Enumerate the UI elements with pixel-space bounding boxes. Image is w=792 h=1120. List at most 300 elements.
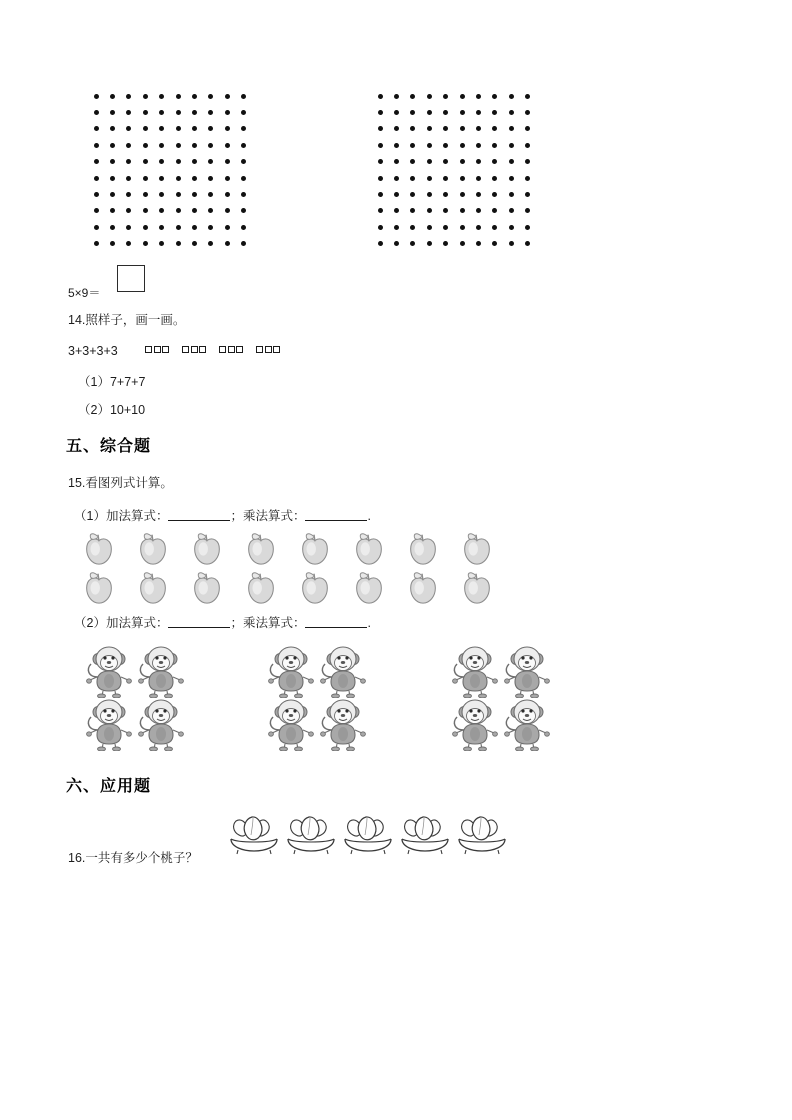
monkey-icon	[136, 698, 186, 751]
apple-item	[404, 529, 458, 572]
grid-dot	[176, 126, 181, 131]
grid-dot	[476, 192, 481, 197]
grid-dot	[176, 241, 181, 246]
grid-dot	[443, 208, 448, 213]
grid-dot	[394, 110, 399, 115]
grid-dot	[208, 126, 213, 131]
grid-dot	[159, 192, 164, 197]
grid-dot	[394, 176, 399, 181]
grid-dot	[443, 126, 448, 131]
grid-dot	[176, 159, 181, 164]
apple-item	[458, 568, 512, 611]
peach-plate-item	[340, 809, 396, 860]
grid-dot	[159, 110, 164, 115]
grid-dot	[509, 143, 514, 148]
grid-dot	[110, 176, 115, 181]
peach-plate-item	[226, 809, 282, 860]
grid-dot	[241, 176, 246, 181]
small-square-icon	[182, 346, 189, 353]
grid-dot	[394, 208, 399, 213]
small-square-icon	[256, 346, 263, 353]
grid-dot	[427, 94, 432, 99]
grid-dot	[509, 208, 514, 213]
grid-dot	[225, 192, 230, 197]
grid-dot	[410, 94, 415, 99]
question-15-sub2-line	[74, 616, 371, 632]
apple-icon	[242, 529, 280, 567]
square-group	[219, 346, 243, 353]
grid-dot	[225, 208, 230, 213]
grid-dot	[427, 126, 432, 131]
grid-dot	[192, 208, 197, 213]
apple-item	[242, 568, 296, 611]
grid-dot	[476, 225, 481, 230]
grid-dot	[126, 110, 131, 115]
grid-dot	[110, 94, 115, 99]
apple-item	[404, 568, 458, 611]
grid-dot	[427, 192, 432, 197]
grid-dot	[460, 159, 465, 164]
monkey-item	[450, 698, 502, 751]
small-square-icon	[228, 346, 235, 353]
grid-dot	[443, 241, 448, 246]
grid-dot	[476, 208, 481, 213]
monkey-icon	[318, 645, 368, 698]
grid-dot	[126, 159, 131, 164]
small-square-icon	[145, 346, 152, 353]
small-square-icon	[199, 346, 206, 353]
grid-dot	[443, 225, 448, 230]
grid-dot	[460, 94, 465, 99]
sub2-multiplication-blank[interactable]	[305, 616, 367, 628]
grid-dot	[241, 110, 246, 115]
grid-dot	[443, 192, 448, 197]
grid-dot	[192, 94, 197, 99]
grid-dot	[225, 143, 230, 148]
grid-dot	[126, 192, 131, 197]
grid-dot	[241, 159, 246, 164]
grid-dot	[509, 176, 514, 181]
grid-dot	[208, 241, 213, 246]
apple-icon	[350, 529, 388, 567]
grid-dot	[192, 225, 197, 230]
monkey-icon	[266, 645, 316, 698]
apple-item	[350, 529, 404, 572]
small-square-icon	[265, 346, 272, 353]
answer-box-5x9[interactable]	[117, 265, 145, 292]
grid-dot	[492, 176, 497, 181]
grid-dot	[378, 159, 383, 164]
monkey-item	[84, 645, 136, 698]
apple-item	[458, 529, 512, 572]
grid-dot	[427, 143, 432, 148]
peach-plate-icon	[340, 809, 396, 855]
grid-dot	[94, 94, 99, 99]
sub1-middle-label: ；乘法算式：	[230, 509, 306, 523]
grid-dot	[143, 225, 148, 230]
grid-dot	[176, 143, 181, 148]
grid-dot	[192, 159, 197, 164]
grid-dot	[192, 110, 197, 115]
grid-dot	[525, 159, 530, 164]
peach-plate-icon	[226, 809, 282, 855]
grid-dot	[143, 192, 148, 197]
grid-dot	[476, 94, 481, 99]
grid-dot	[225, 126, 230, 131]
grid-dot	[208, 110, 213, 115]
grid-dot	[394, 159, 399, 164]
grid-dot	[126, 208, 131, 213]
grid-dot	[460, 192, 465, 197]
grid-dot	[394, 241, 399, 246]
monkey-item	[502, 645, 554, 698]
grid-dot	[525, 192, 530, 197]
grid-dot	[225, 176, 230, 181]
grid-dot	[110, 159, 115, 164]
monkey-icon	[318, 698, 368, 751]
grid-dot	[94, 208, 99, 213]
grid-dot	[143, 208, 148, 213]
grid-dot	[460, 241, 465, 246]
apple-icon	[458, 529, 496, 567]
monkey-group-3	[450, 645, 554, 751]
monkey-item	[84, 698, 136, 751]
monkey-icon	[450, 645, 500, 698]
peach-plate-item	[397, 809, 453, 860]
grid-dot	[94, 192, 99, 197]
grid-dot	[126, 126, 131, 131]
question-14-example-expression: 3+3+3+3	[68, 344, 118, 358]
grid-dot	[410, 176, 415, 181]
grid-dot	[443, 143, 448, 148]
grid-dot	[410, 192, 415, 197]
grid-dot	[427, 225, 432, 230]
apple-icon	[134, 529, 172, 567]
grid-dot	[476, 143, 481, 148]
peach-plate-item	[454, 809, 510, 860]
grid-dot	[476, 176, 481, 181]
grid-dot	[126, 143, 131, 148]
grid-dot	[143, 143, 148, 148]
grid-dot	[94, 126, 99, 131]
grid-dot	[110, 208, 115, 213]
grid-dot	[410, 143, 415, 148]
apple-row-top	[80, 529, 512, 572]
grid-dot	[492, 159, 497, 164]
apple-icon	[188, 568, 226, 606]
grid-dot	[241, 225, 246, 230]
apple-item	[350, 568, 404, 611]
sub2-prefix-label: （2）加法算式：	[74, 616, 169, 630]
grid-dot	[208, 208, 213, 213]
grid-dot	[410, 225, 415, 230]
grid-dot	[492, 143, 497, 148]
grid-dot	[241, 143, 246, 148]
grid-dot	[110, 110, 115, 115]
grid-dot	[525, 110, 530, 115]
grid-dot	[143, 94, 148, 99]
grid-dot	[525, 208, 530, 213]
question-14-item-2: （2）10+10	[78, 403, 146, 417]
apple-icon	[134, 568, 172, 606]
grid-dot	[443, 176, 448, 181]
grid-dot	[241, 126, 246, 131]
grid-dot	[378, 94, 383, 99]
sub2-suffix-label: .	[367, 616, 371, 630]
grid-dot	[410, 110, 415, 115]
grid-dot	[443, 159, 448, 164]
sub1-prefix-label: （1）加法算式：	[74, 509, 169, 523]
monkey-icon	[502, 645, 552, 698]
grid-dot	[476, 159, 481, 164]
grid-dot	[460, 110, 465, 115]
grid-dot	[225, 110, 230, 115]
grid-dot	[143, 176, 148, 181]
grid-dot	[492, 225, 497, 230]
grid-dot	[241, 192, 246, 197]
grid-dot	[427, 110, 432, 115]
small-square-icon	[191, 346, 198, 353]
grid-dot	[126, 176, 131, 181]
grid-dot	[460, 176, 465, 181]
apple-item	[242, 529, 296, 572]
grid-dot	[460, 225, 465, 230]
grid-dot	[394, 192, 399, 197]
grid-dot	[525, 225, 530, 230]
grid-dot	[492, 208, 497, 213]
grid-dot	[460, 126, 465, 131]
sub1-suffix-label: .	[367, 509, 371, 523]
grid-dot	[176, 192, 181, 197]
grid-dot	[176, 110, 181, 115]
grid-dot	[509, 241, 514, 246]
grid-dot	[476, 241, 481, 246]
grid-dot	[241, 241, 246, 246]
sub1-multiplication-blank[interactable]	[305, 509, 367, 521]
grid-dot	[159, 159, 164, 164]
grid-dot	[378, 143, 383, 148]
grid-dot	[241, 208, 246, 213]
apple-icon	[404, 568, 442, 606]
grid-dot	[460, 208, 465, 213]
grid-dot	[110, 241, 115, 246]
apple-item	[80, 529, 134, 572]
grid-dot	[208, 225, 213, 230]
grid-dot	[492, 94, 497, 99]
grid-dot	[143, 159, 148, 164]
grid-dot	[110, 143, 115, 148]
grid-dot	[225, 94, 230, 99]
grid-dot	[394, 126, 399, 131]
monkey-item	[502, 698, 554, 751]
grid-dot	[427, 159, 432, 164]
grid-dot	[394, 94, 399, 99]
monkey-group-2	[266, 645, 370, 751]
grid-dot	[225, 225, 230, 230]
grid-dot	[143, 126, 148, 131]
grid-dot	[192, 126, 197, 131]
grid-dot	[225, 159, 230, 164]
apple-icon	[296, 568, 334, 606]
grid-dot	[410, 126, 415, 131]
grid-dot	[176, 225, 181, 230]
peach-plate-item	[283, 809, 339, 860]
grid-dot	[176, 176, 181, 181]
sub2-middle-label: ；乘法算式：	[230, 616, 306, 630]
equation-5x9: 5×9＝	[68, 286, 101, 300]
grid-dot	[378, 225, 383, 230]
monkey-icon	[266, 698, 316, 751]
grid-dot	[525, 126, 530, 131]
grid-dot	[509, 192, 514, 197]
grid-dot	[525, 94, 530, 99]
small-square-icon	[154, 346, 161, 353]
grid-dot	[176, 94, 181, 99]
apple-item	[296, 529, 350, 572]
grid-dot	[378, 208, 383, 213]
grid-dot	[159, 94, 164, 99]
question-14-example-squares	[145, 346, 280, 353]
grid-dot	[492, 241, 497, 246]
grid-dot	[378, 176, 383, 181]
grid-dot	[525, 143, 530, 148]
small-square-icon	[273, 346, 280, 353]
grid-dot	[378, 192, 383, 197]
grid-dot	[192, 143, 197, 148]
monkey-item	[266, 698, 318, 751]
question-15-sub1-line	[74, 509, 371, 525]
grid-dot	[159, 176, 164, 181]
grid-dot	[378, 110, 383, 115]
grid-dot	[143, 110, 148, 115]
apple-icon	[404, 529, 442, 567]
apple-item	[134, 568, 188, 611]
grid-dot	[509, 126, 514, 131]
peach-plate-icon	[283, 809, 339, 855]
grid-dot	[241, 94, 246, 99]
small-square-icon	[219, 346, 226, 353]
grid-dot	[126, 94, 131, 99]
grid-dot	[509, 159, 514, 164]
grid-dot	[94, 225, 99, 230]
grid-dot	[509, 225, 514, 230]
grid-dot	[110, 225, 115, 230]
grid-dot	[126, 225, 131, 230]
sub2-addition-blank[interactable]	[168, 616, 230, 628]
grid-dot	[126, 241, 131, 246]
square-group	[182, 346, 206, 353]
grid-dot	[192, 176, 197, 181]
grid-dot	[443, 110, 448, 115]
grid-dot	[492, 192, 497, 197]
monkey-icon	[84, 645, 134, 698]
grid-dot	[509, 94, 514, 99]
grid-dot	[378, 126, 383, 131]
grid-dot	[208, 192, 213, 197]
apple-item	[134, 529, 188, 572]
grid-dot	[94, 176, 99, 181]
apple-icon	[458, 568, 496, 606]
grid-dot	[208, 159, 213, 164]
small-square-icon	[236, 346, 243, 353]
monkey-item	[450, 645, 502, 698]
apple-item	[188, 568, 242, 611]
sub1-addition-blank[interactable]	[168, 509, 230, 521]
grid-dot	[143, 241, 148, 246]
grid-dot	[492, 110, 497, 115]
question-14-item-1: （1）7+7+7	[78, 375, 146, 389]
grid-dot	[427, 208, 432, 213]
grid-dot	[476, 110, 481, 115]
grid-dot	[192, 241, 197, 246]
grid-dot	[394, 143, 399, 148]
question-15-title: 15.看图列式计算。	[68, 476, 173, 490]
grid-dot	[159, 208, 164, 213]
grid-dot	[159, 241, 164, 246]
grid-dot	[94, 110, 99, 115]
grid-dot	[159, 126, 164, 131]
monkey-icon	[84, 698, 134, 751]
apple-icon	[188, 529, 226, 567]
grid-dot	[208, 143, 213, 148]
grid-dot	[410, 241, 415, 246]
apple-icon	[350, 568, 388, 606]
dot-grid-left	[88, 88, 252, 252]
grid-dot	[94, 159, 99, 164]
monkey-icon	[502, 698, 552, 751]
apple-icon	[80, 529, 118, 567]
grid-dot	[427, 241, 432, 246]
square-group	[145, 346, 169, 353]
grid-dot	[394, 225, 399, 230]
grid-dot	[110, 126, 115, 131]
apple-icon	[80, 568, 118, 606]
monkey-item	[136, 645, 188, 698]
monkey-icon	[136, 645, 186, 698]
question-16-title: 16.一共有多少个桃子？	[68, 851, 198, 865]
monkey-item	[266, 645, 318, 698]
monkey-item	[318, 645, 370, 698]
peach-plate-icon	[454, 809, 510, 855]
apple-item	[80, 568, 134, 611]
grid-dot	[443, 94, 448, 99]
apple-item	[188, 529, 242, 572]
grid-dot	[410, 208, 415, 213]
peach-plate-icon	[397, 809, 453, 855]
question-14-title: 14.照样子，画一画。	[68, 313, 186, 327]
grid-dot	[192, 192, 197, 197]
monkey-item	[136, 698, 188, 751]
grid-dot	[208, 94, 213, 99]
apple-row-bottom	[80, 568, 512, 611]
grid-dot	[208, 176, 213, 181]
grid-dot	[378, 241, 383, 246]
grid-dot	[525, 176, 530, 181]
grid-dot	[94, 143, 99, 148]
grid-dot	[159, 225, 164, 230]
square-group	[256, 346, 280, 353]
peach-plate-row	[226, 809, 510, 860]
monkey-icon	[450, 698, 500, 751]
section-heading-five: 五、综合题	[66, 438, 152, 455]
grid-dot	[427, 176, 432, 181]
grid-dot	[159, 143, 164, 148]
section-heading-six: 六、应用题	[66, 778, 152, 795]
grid-dot	[94, 241, 99, 246]
apple-icon	[242, 568, 280, 606]
monkey-group-1	[84, 645, 188, 751]
monkey-item	[318, 698, 370, 751]
